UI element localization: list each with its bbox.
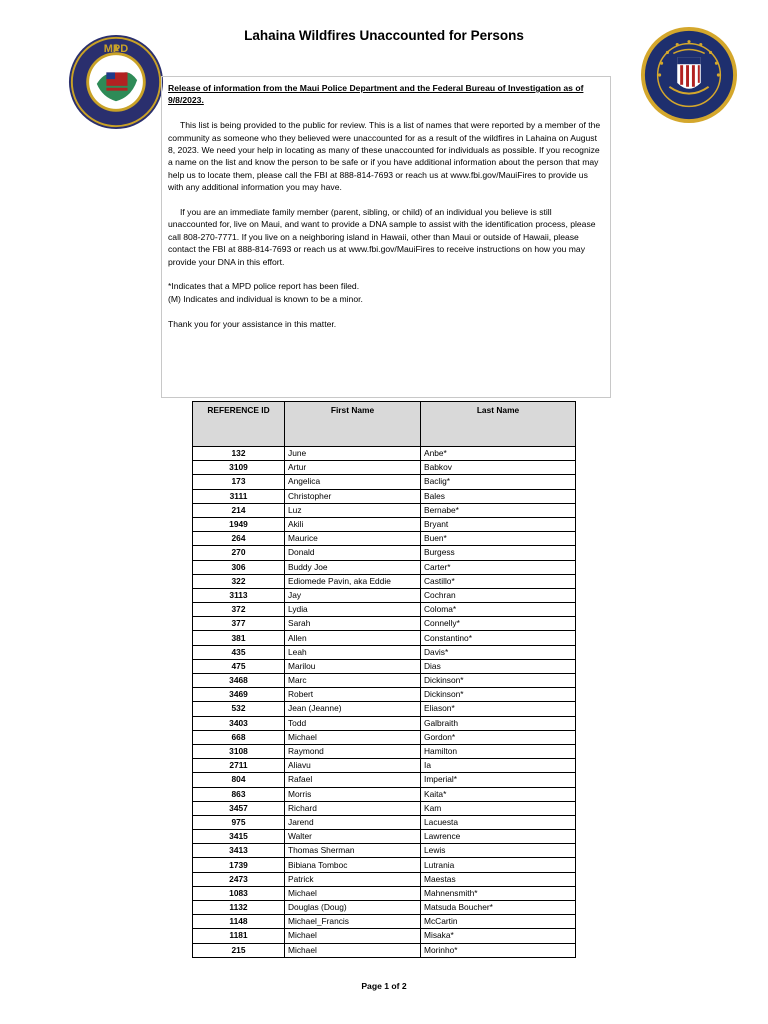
- cell-last-name: Dickinson*: [421, 674, 576, 688]
- cell-reference-id: 372: [193, 603, 285, 617]
- table-row: [193, 645, 576, 659]
- cell-reference-id: 270: [193, 546, 285, 560]
- table-row: [193, 588, 576, 602]
- table-row: [193, 560, 576, 574]
- cell-last-name: Bernabe*: [421, 503, 576, 517]
- table-row: [193, 617, 576, 631]
- cell-reference-id: 381: [193, 631, 285, 645]
- cell-reference-id: 3413: [193, 844, 285, 858]
- table-row: [193, 716, 576, 730]
- cell-last-name: Carter*: [421, 560, 576, 574]
- cell-last-name: Maestas: [421, 872, 576, 886]
- table-row: [193, 759, 576, 773]
- header-first-name: First Name: [285, 402, 421, 447]
- cell-last-name: Morinho*: [421, 943, 576, 957]
- cell-reference-id: 3109: [193, 461, 285, 475]
- fbi-seal-icon: [640, 26, 738, 124]
- release-info-box: [161, 76, 611, 398]
- table-row: [193, 915, 576, 929]
- cell-first-name: Marilou: [285, 659, 421, 673]
- cell-first-name: Michael_Francis: [285, 915, 421, 929]
- cell-last-name: Kam: [421, 801, 576, 815]
- table-header-row: [193, 402, 576, 447]
- cell-first-name: Douglas (Doug): [285, 901, 421, 915]
- cell-reference-id: 1739: [193, 858, 285, 872]
- table-row: [193, 943, 576, 957]
- note-minor: (M) Indicates and individual is known to be a minor.: [168, 293, 363, 304]
- review-paragraph: This list is being provided to the public for review. This is a list of names that were reported by a member of the community as someone who they believed were unaccounted for as a result of the wildfires in Lahaina on August 8, 2023. We need your help in locating as many of these unaccounted for individuals as possible. If you recognize a name on the list and know the person to be safe or if you have additional information about the person that may help us to locate them, please call the FBI at 888-814-7693 or reach us at www.fbi.gov/MauiFires to provide us with any additional information you may have.: [168, 120, 601, 193]
- cell-last-name: Lawrence: [421, 830, 576, 844]
- mpd-seal-text: MPD: [103, 43, 129, 55]
- cell-reference-id: 1132: [193, 901, 285, 915]
- thanks-text: Thank you for your assistance in this matter.: [168, 318, 337, 329]
- cell-last-name: Bales: [421, 489, 576, 503]
- cell-first-name: Michael: [285, 929, 421, 943]
- cell-last-name: Davis*: [421, 645, 576, 659]
- table-row: [193, 702, 576, 716]
- table-row: [193, 546, 576, 560]
- cell-reference-id: 863: [193, 787, 285, 801]
- cell-last-name: Anbe*: [421, 447, 576, 461]
- table-row: [193, 674, 576, 688]
- table-row: [193, 574, 576, 588]
- table-row: [193, 489, 576, 503]
- table-row: [193, 659, 576, 673]
- cell-last-name: Bryant: [421, 517, 576, 531]
- cell-first-name: Christopher: [285, 489, 421, 503]
- cell-last-name: Galbraith: [421, 716, 576, 730]
- cell-reference-id: 3108: [193, 744, 285, 758]
- table-row: [193, 503, 576, 517]
- cell-first-name: Donald: [285, 546, 421, 560]
- table-row: [193, 631, 576, 645]
- cell-reference-id: 3468: [193, 674, 285, 688]
- cell-last-name: Babkov: [421, 461, 576, 475]
- cell-last-name: Imperial*: [421, 773, 576, 787]
- cell-last-name: McCartin: [421, 915, 576, 929]
- cell-reference-id: 804: [193, 773, 285, 787]
- cell-first-name: Rafael: [285, 773, 421, 787]
- cell-last-name: Burgess: [421, 546, 576, 560]
- cell-last-name: Castillo*: [421, 574, 576, 588]
- cell-first-name: Leah: [285, 645, 421, 659]
- cell-reference-id: 1083: [193, 886, 285, 900]
- cell-first-name: Akili: [285, 517, 421, 531]
- cell-reference-id: 306: [193, 560, 285, 574]
- cell-reference-id: 668: [193, 730, 285, 744]
- cell-reference-id: 475: [193, 659, 285, 673]
- cell-reference-id: 3415: [193, 830, 285, 844]
- cell-first-name: Todd: [285, 716, 421, 730]
- cell-first-name: Ediomede Pavin, aka Eddie: [285, 574, 421, 588]
- notes: [168, 280, 602, 305]
- cell-first-name: Walter: [285, 830, 421, 844]
- cell-last-name: Ia: [421, 759, 576, 773]
- cell-first-name: Buddy Joe: [285, 560, 421, 574]
- release-heading: Release of information from the Maui Police Department and the Federal Bureau of Investigation as of 9/8/2023.: [168, 83, 584, 106]
- cell-reference-id: 2711: [193, 759, 285, 773]
- cell-first-name: Angelica: [285, 475, 421, 489]
- cell-reference-id: 1148: [193, 915, 285, 929]
- table-row: [193, 532, 576, 546]
- cell-first-name: Michael: [285, 886, 421, 900]
- cell-reference-id: 322: [193, 574, 285, 588]
- table-row: [193, 929, 576, 943]
- table-row: [193, 688, 576, 702]
- cell-reference-id: 3457: [193, 801, 285, 815]
- cell-first-name: Sarah: [285, 617, 421, 631]
- table-body: [193, 447, 576, 958]
- cell-first-name: Morris: [285, 787, 421, 801]
- table-row: [193, 901, 576, 915]
- table-row: [193, 744, 576, 758]
- cell-reference-id: 377: [193, 617, 285, 631]
- cell-first-name: Luz: [285, 503, 421, 517]
- cell-first-name: Richard: [285, 801, 421, 815]
- cell-last-name: Misaka*: [421, 929, 576, 943]
- cell-reference-id: 3113: [193, 588, 285, 602]
- cell-last-name: Matsuda Boucher*: [421, 901, 576, 915]
- table-row: [193, 801, 576, 815]
- cell-first-name: Aliavu: [285, 759, 421, 773]
- cell-last-name: Baclig*: [421, 475, 576, 489]
- cell-last-name: Gordon*: [421, 730, 576, 744]
- cell-first-name: Raymond: [285, 744, 421, 758]
- cell-last-name: Connelly*: [421, 617, 576, 631]
- cell-first-name: Jay: [285, 588, 421, 602]
- cell-first-name: Marc: [285, 674, 421, 688]
- cell-reference-id: 264: [193, 532, 285, 546]
- cell-first-name: Jean (Jeanne): [285, 702, 421, 716]
- table-row: [193, 475, 576, 489]
- cell-first-name: Patrick: [285, 872, 421, 886]
- dna-paragraph: If you are an immediate family member (parent, sibling, or child) of an individual you believe is still unaccounted for, live on Maui, and want to provide a DNA sample to assist with the identification process, please call 808-270-7771. If you live on a neighboring island in Hawaii, other than Maui or outside of Hawaii, please contact the FBI at 888-814-7693 or reach us at www.fbi.gov/MauiFires to receive instructions on how you may provide your DNA in this effort.: [168, 207, 596, 267]
- note-police-report: *Indicates that a MPD police report has been filed.: [168, 281, 360, 292]
- cell-last-name: Coloma*: [421, 603, 576, 617]
- table-row: [193, 461, 576, 475]
- table-row: [193, 815, 576, 829]
- table-row: [193, 773, 576, 787]
- header-last-name: Last Name: [421, 402, 576, 447]
- table-row: [193, 830, 576, 844]
- page-number: Page 1 of 2: [361, 981, 407, 991]
- cell-reference-id: 1181: [193, 929, 285, 943]
- cell-first-name: Jarend: [285, 815, 421, 829]
- cell-last-name: Mahnensmith*: [421, 886, 576, 900]
- cell-reference-id: 1949: [193, 517, 285, 531]
- cell-first-name: Robert: [285, 688, 421, 702]
- cell-first-name: Maurice: [285, 532, 421, 546]
- cell-reference-id: 532: [193, 702, 285, 716]
- cell-last-name: Lewis: [421, 844, 576, 858]
- cell-last-name: Constantino*: [421, 631, 576, 645]
- table-row: [193, 603, 576, 617]
- cell-first-name: Allen: [285, 631, 421, 645]
- cell-last-name: Dias: [421, 659, 576, 673]
- cell-first-name: June: [285, 447, 421, 461]
- cell-reference-id: 173: [193, 475, 285, 489]
- cell-last-name: Buen*: [421, 532, 576, 546]
- table-row: [193, 517, 576, 531]
- cell-first-name: Bibiana Tomboc: [285, 858, 421, 872]
- table-row: [193, 447, 576, 461]
- table-row: [193, 872, 576, 886]
- table-row: [193, 886, 576, 900]
- cell-last-name: Kaita*: [421, 787, 576, 801]
- cell-last-name: Cochran: [421, 588, 576, 602]
- table-row: [193, 730, 576, 744]
- table-row: [193, 858, 576, 872]
- cell-reference-id: 132: [193, 447, 285, 461]
- cell-last-name: Lutrania: [421, 858, 576, 872]
- cell-reference-id: 214: [193, 503, 285, 517]
- cell-last-name: Lacuesta: [421, 815, 576, 829]
- cell-last-name: Dickinson*: [421, 688, 576, 702]
- unaccounted-table: [192, 401, 576, 958]
- cell-last-name: Hamilton: [421, 744, 576, 758]
- cell-reference-id: 975: [193, 815, 285, 829]
- cell-reference-id: 3403: [193, 716, 285, 730]
- cell-first-name: Michael: [285, 730, 421, 744]
- mpd-seal-icon: [68, 34, 164, 130]
- document-title: Lahaina Wildfires Unaccounted for Persons: [244, 28, 524, 43]
- table-row: [193, 787, 576, 801]
- cell-first-name: Artur: [285, 461, 421, 475]
- cell-first-name: Thomas Sherman: [285, 844, 421, 858]
- cell-reference-id: 3469: [193, 688, 285, 702]
- cell-first-name: Michael: [285, 943, 421, 957]
- cell-reference-id: 215: [193, 943, 285, 957]
- cell-last-name: Eliason*: [421, 702, 576, 716]
- cell-first-name: Lydia: [285, 603, 421, 617]
- cell-reference-id: 2473: [193, 872, 285, 886]
- cell-reference-id: 435: [193, 645, 285, 659]
- cell-reference-id: 3111: [193, 489, 285, 503]
- table-row: [193, 844, 576, 858]
- header-reference-id: REFERENCE ID: [193, 402, 285, 447]
